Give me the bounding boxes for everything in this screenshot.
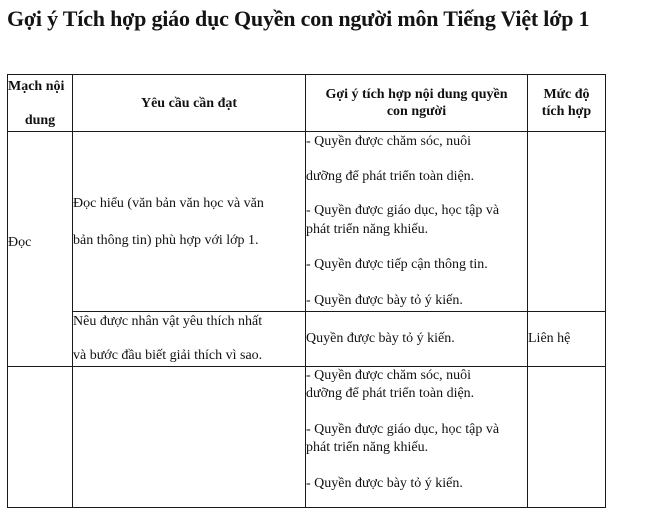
content-area-cell [8,367,73,508]
table-header-row [8,75,606,132]
requirement-cell [73,367,306,508]
requirement-cell: Đọc hiểu (văn bản văn học và văn bản thông tin) phù hợp với lớp 1. [73,132,306,312]
header-requirement: Yêu cầu cần đạt [73,75,306,132]
rights-cell: - Quyền được chăm sóc, nuôi dưỡng để phát triển toàn diện. - Quyền được giáo dục, học tập và phát triển năng khiếu. - Quyền được bày tỏ ý kiến. [306,367,528,508]
level-cell [528,367,606,508]
rights-cell: - Quyền được chăm sóc, nuôi dưỡng để phát triển toàn diện. - Quyền được giáo dục, học tập và phát triển năng khiếu. - Quyền được tiếp cận thông tin. - Quyền được bày tỏ ý kiến. [306,132,528,312]
level-cell: Liên hệ [528,312,606,367]
requirement-cell: Nêu được nhân vật yêu thích nhất và bước đầu biết giải thích vì sao. [73,312,306,367]
header-integration-level: Mức độ tích hợp [528,75,606,132]
content-area-cell: Đọc [8,132,73,367]
document-title: Gợi ý Tích hợp giáo dục Quyền con người môn Tiếng Việt lớp 1 [7,6,590,31]
level-cell [528,132,606,312]
rights-cell: Quyền được bày tỏ ý kiến. [306,312,528,367]
table-row [8,132,606,312]
table-row [8,367,606,508]
header-content-area: Mạch nội dung [8,75,73,132]
table-row [8,312,606,367]
integration-table [7,74,606,508]
header-rights-integration: Gợi ý tích hợp nội dung quyền con người [306,75,528,132]
